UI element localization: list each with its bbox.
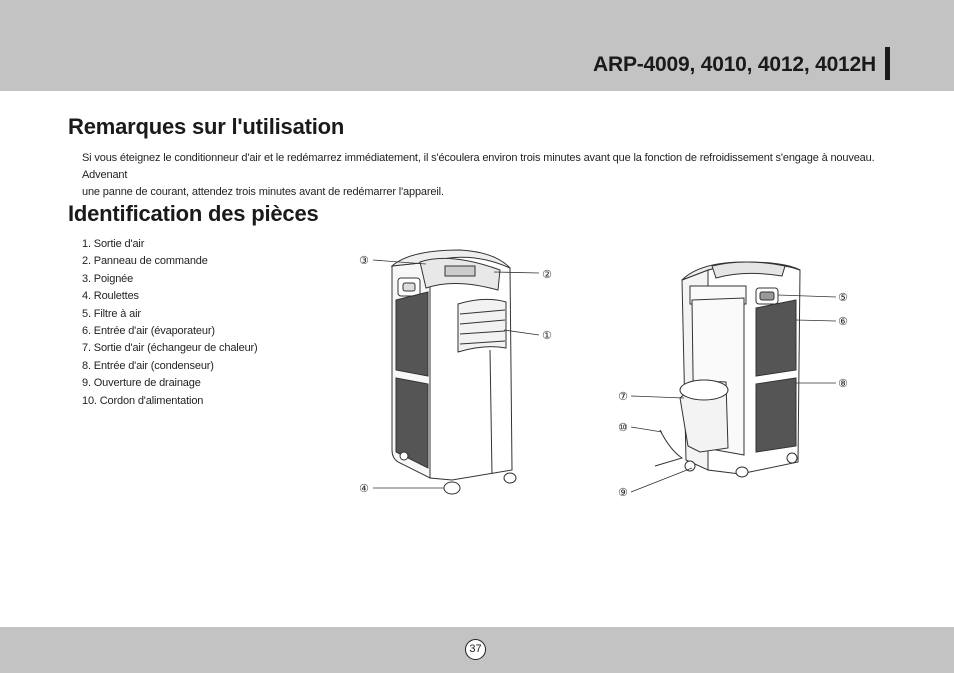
callout-7: ⑦ [618,390,628,403]
callout-6: ⑥ [838,315,848,328]
parts-list-item: 5. Filtre à air [82,307,141,320]
remarques-heading: Remarques sur l'utilisation [68,114,345,139]
remarques-line-2: une panne de courant, attendez trois minutes avant de redémarrer l'appareil. [82,186,444,198]
title-accent-bar [885,47,890,80]
remarques-line-1: Si vous éteignez le conditionneur d'air et le redémarrez immédiatement, il s'écoulera environ trois minutes avant que la fonction de refroidissement s'engage à nouveau. Advenant [82,152,875,181]
callout-5: ⑤ [838,291,848,304]
front-unit-illustration [392,250,516,494]
parts-list-item: 8. Entrée d'air (condenseur) [82,359,214,372]
parts-list [82,236,258,410]
callout-4: ④ [359,482,369,495]
parts-list-item: 9. Ouverture de drainage [82,377,201,390]
callout-8: ⑧ [838,377,848,390]
parts-list-item: 6. Entrée d'air (évaporateur) [82,325,215,338]
parts-list-item: 4. Roulettes [82,290,139,303]
header-band [0,0,954,91]
parts-list-item: 10. Cordon d'alimentation [82,394,204,407]
parts-list-item: 1. Sortie d'air [82,238,145,250]
callout-3: ③ [359,254,369,267]
callout-9: ⑨ [618,486,628,499]
callout-2: ② [542,268,552,281]
back-unit-illustration [655,262,800,477]
model-title: ARP-4009, 4010, 4012, 4012H [593,53,876,76]
page-number: 37 [465,639,486,660]
remarques-paragraph [82,150,892,201]
callout-1: ① [542,329,552,342]
callout-10: ⑩ [618,421,628,434]
parts-diagram [350,240,870,510]
parts-list-item: 2. Panneau de commande [82,255,208,268]
parts-list-item: 7. Sortie d'air (échangeur de chaleur) [82,342,258,355]
parts-list-item: 3. Poignée [82,272,134,285]
identification-heading: Identification des pièces [68,201,319,226]
